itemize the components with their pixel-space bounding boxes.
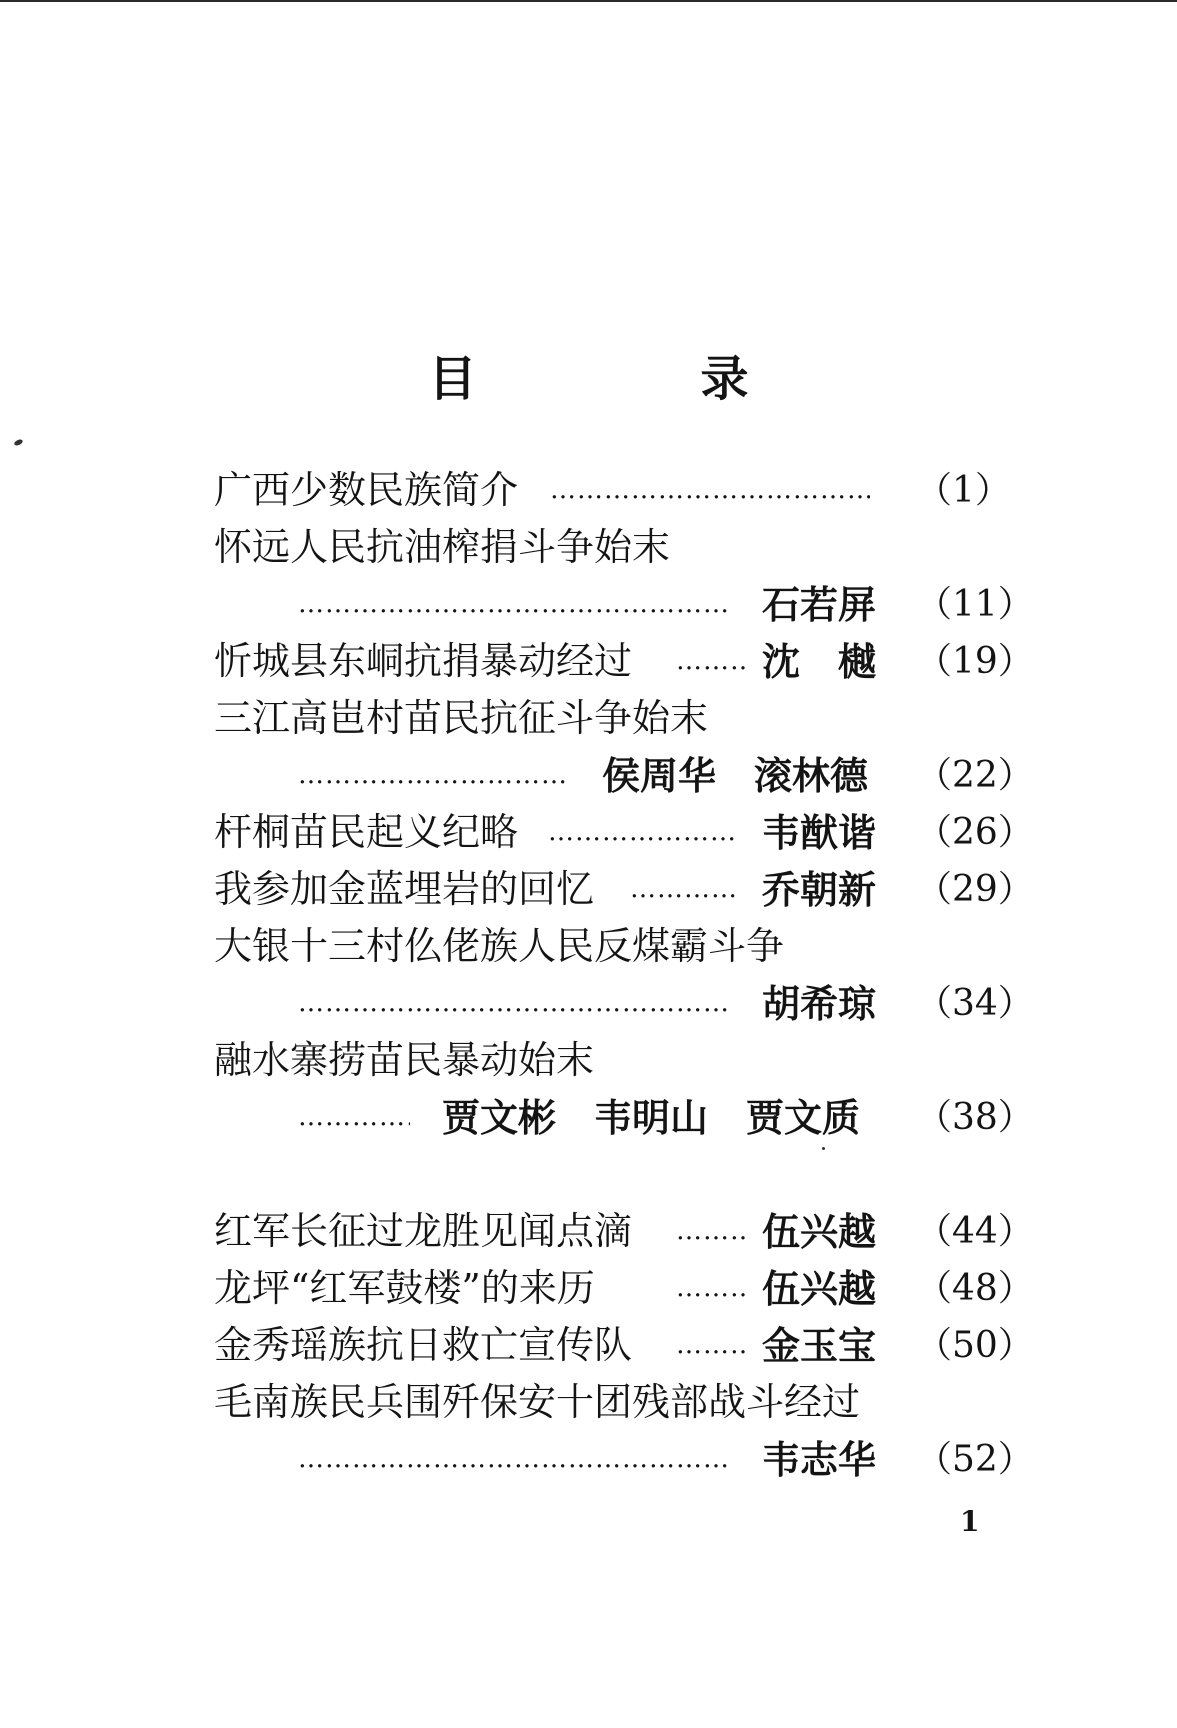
- entry-title: 忻城县东峒抗捐暴动经过: [214, 639, 633, 683]
- entry-title: 红军长征过龙胜见闻点滴: [214, 1209, 633, 1253]
- dot-leader: [550, 462, 870, 519]
- entry-page: （50）: [916, 1325, 1034, 1366]
- entry-title: 杆桐苗民起义纪略: [214, 810, 519, 854]
- entry-title: 融水寨捞苗民暴动始末: [214, 1038, 595, 1082]
- dot-leader: [676, 1203, 750, 1260]
- toc-entry-continuation[interactable]: [214, 975, 1034, 1032]
- toc-entry[interactable]: [214, 519, 996, 576]
- entry-page: （34）: [916, 983, 1034, 1024]
- dot-leader: [676, 633, 750, 690]
- toc-entry-continuation[interactable]: [214, 576, 1034, 633]
- page-title: 目 录: [428, 351, 837, 407]
- toc-entry[interactable]: [214, 918, 996, 975]
- entry-page: （11）: [916, 584, 1034, 625]
- entry-title: 龙坪“红军鼓楼”的来历: [214, 1266, 595, 1310]
- toc-entry[interactable]: [214, 1317, 1034, 1374]
- toc-entry[interactable]: [214, 1032, 996, 1089]
- entry-page: （52）: [916, 1439, 1034, 1480]
- entry-page: （29）: [916, 869, 1034, 910]
- entry-page: （48）: [916, 1268, 1034, 1309]
- entry-page: （38）: [916, 1097, 1034, 1138]
- dot-leader: [548, 804, 738, 861]
- scan-speck: [822, 1147, 825, 1150]
- entry-page: （1）: [916, 470, 1011, 511]
- entry-author: 韦志华: [762, 1437, 877, 1482]
- dot-leader: [676, 1260, 750, 1317]
- entry-page: （22）: [916, 755, 1034, 796]
- entry-author: 伍兴越: [762, 1266, 877, 1311]
- toc-entry-continuation[interactable]: [214, 747, 1034, 804]
- entry-title: 金秀瑶族抗日救亡宣传队: [214, 1323, 633, 1367]
- entry-author: 沈 樾: [762, 639, 877, 684]
- entry-title: 怀远人民抗油榨捐斗争始末: [214, 525, 671, 569]
- entry-page: （26）: [916, 812, 1034, 853]
- entry-author: 贾文彬 韦明山 贾文质: [442, 1095, 861, 1140]
- entry-title: 我参加金蓝埋岩的回忆: [214, 867, 595, 911]
- toc-entry[interactable]: [214, 804, 1034, 861]
- dot-leader: [298, 576, 730, 633]
- entry-title: 毛南族民兵围歼保安十团残部战斗经过: [214, 1380, 861, 1424]
- entry-title: 广西少数民族简介: [214, 468, 519, 512]
- entry-title: 三江高岜村苗民抗征斗争始末: [214, 696, 709, 740]
- page-top-edge: [0, 0, 1177, 2]
- dot-leader: [298, 975, 730, 1032]
- toc-entry[interactable]: [214, 1260, 1034, 1317]
- entry-author: 金玉宝: [762, 1323, 877, 1368]
- toc-entry-continuation[interactable]: [214, 1431, 1034, 1488]
- entry-page: （44）: [916, 1211, 1034, 1252]
- dot-leader: [676, 1317, 750, 1374]
- toc-entry[interactable]: [214, 633, 1034, 690]
- dot-leader: [298, 1089, 410, 1146]
- dot-leader: [630, 861, 738, 918]
- entry-page: （19）: [916, 641, 1034, 682]
- scan-speck: [13, 438, 23, 446]
- entry-author: 韦猷谐: [762, 810, 877, 855]
- entry-author: 侯周华 滚林德: [602, 753, 869, 798]
- entry-title: 大银十三村仫佬族人民反煤霸斗争: [214, 924, 785, 968]
- dot-leader: [298, 1431, 730, 1488]
- entry-author: 伍兴越: [762, 1209, 877, 1254]
- toc-entry[interactable]: [214, 1203, 1034, 1260]
- toc-entry[interactable]: [214, 1374, 996, 1431]
- entry-author: 石若屏: [762, 582, 877, 627]
- entry-author: 胡希琼: [762, 981, 877, 1026]
- entry-author: 乔朝新: [762, 867, 877, 912]
- toc-entry[interactable]: [214, 861, 1034, 918]
- table-of-contents: [214, 462, 1034, 1488]
- dot-leader: [298, 747, 568, 804]
- toc-entry-continuation[interactable]: [214, 1089, 1034, 1146]
- page-number: 1: [960, 1505, 980, 1538]
- toc-entry[interactable]: [214, 462, 1011, 519]
- toc-entry[interactable]: [214, 690, 996, 747]
